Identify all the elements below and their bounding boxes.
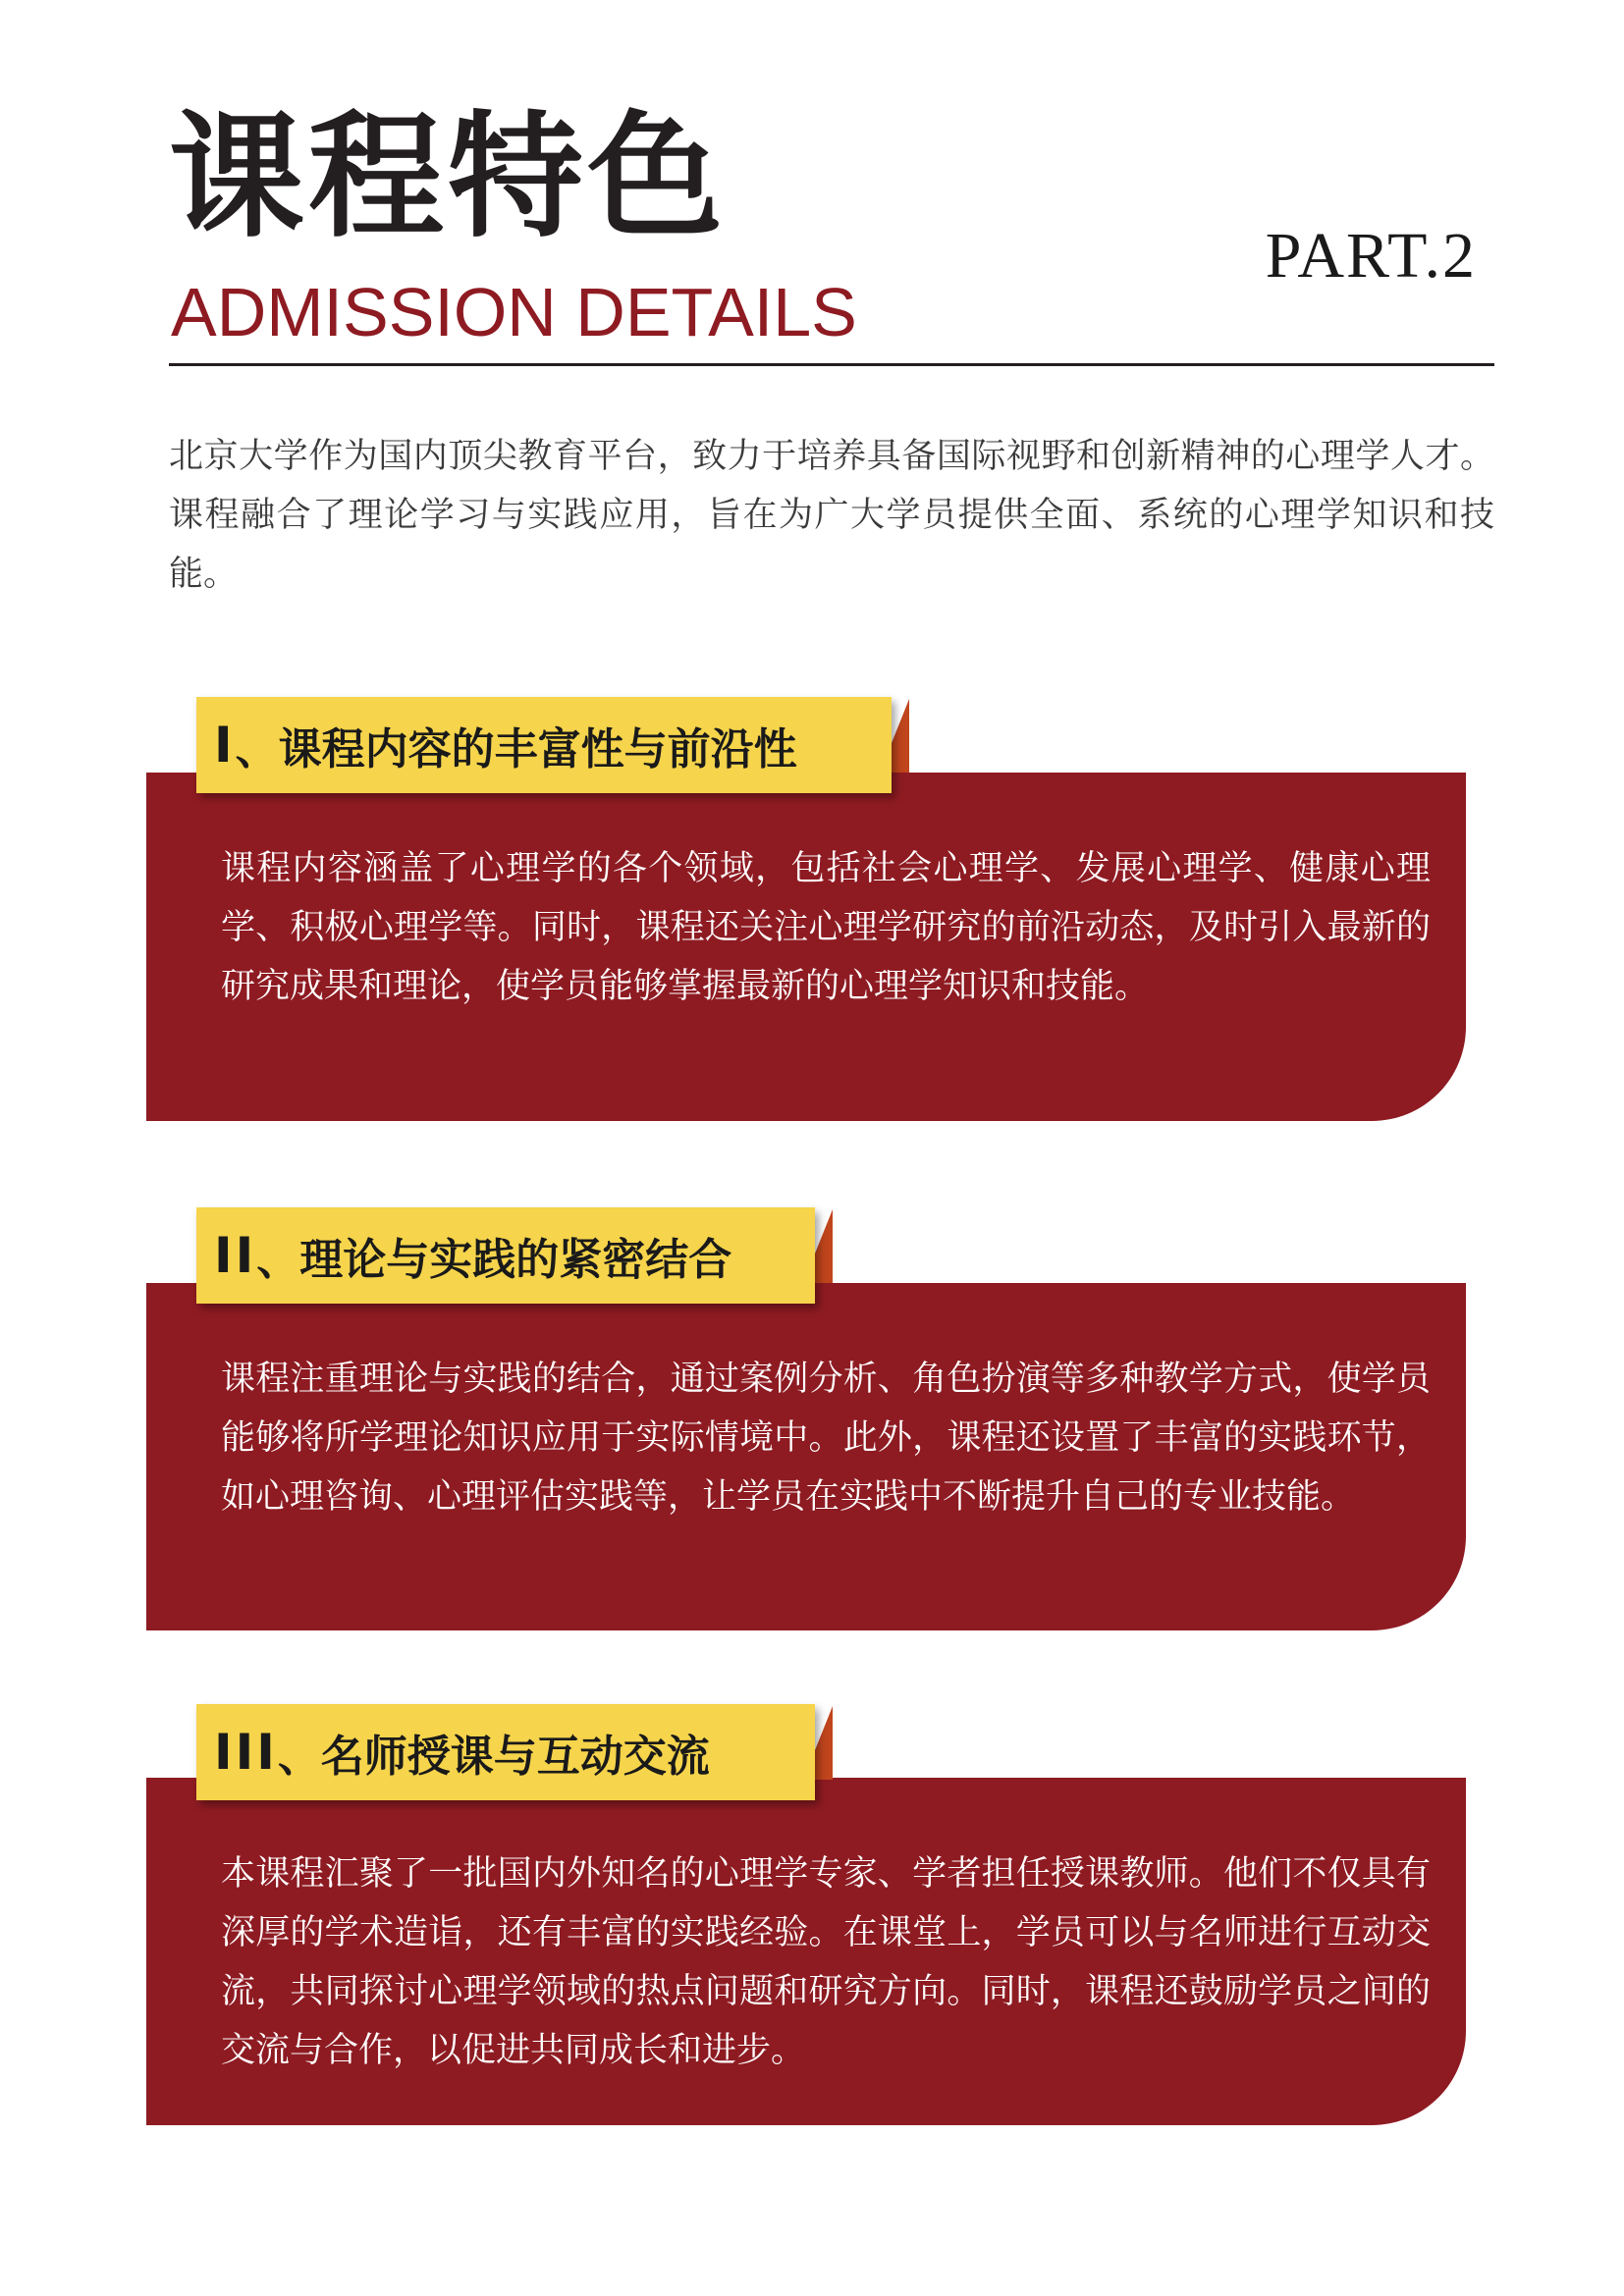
section-card-2 xyxy=(146,1283,1466,1630)
section-heading-2 xyxy=(196,1207,815,1304)
header-divider xyxy=(169,363,1494,366)
section-card-1 xyxy=(146,773,1466,1121)
section-numeral-2: II xyxy=(214,1227,257,1284)
section-numeral-3: III xyxy=(214,1724,278,1781)
section-body-2: 课程注重理论与实践的结合，通过案例分析、角色扮演等多种教学方式，使学员能够将所学理论知识应用于实际情境中。此外，课程还设置了丰富的实践环节，如心理咨询、心理评估实践等，让学员在实践中不断提升自己的专业技能。 xyxy=(221,1360,1431,1517)
section-body-1: 课程内容涵盖了心理学的各个领域，包括社会心理学、发展心理学、健康心理学、积极心理学等。同时，课程还关注心理学研究的前沿动态，及时引入最新的研究成果和理论，使学员能够掌握最新的心理学知识和技能。 xyxy=(221,849,1431,1006)
section-heading-1 xyxy=(196,697,892,793)
page-title: 课程特色 xyxy=(169,98,728,256)
section-title-1: 、课程内容的丰富性与前沿性 xyxy=(235,724,797,774)
section-title-2: 、理论与实践的紧密结合 xyxy=(256,1235,732,1285)
section-numeral-1: I xyxy=(214,717,236,774)
section-heading-3 xyxy=(196,1704,815,1800)
section-card-3 xyxy=(146,1778,1466,2125)
section-title-3: 、名师授课与互动交流 xyxy=(277,1732,710,1782)
intro-paragraph: 北京大学作为国内顶尖教育平台，致力于培养具备国际视野和创新精神的心理学人才。课程融合了理论学习与实践应用，旨在为广大学员提供全面、系统的心理学知识和技能。 xyxy=(169,437,1494,594)
section-body-3: 本课程汇聚了一批国内外知名的心理学专家、学者担任授课教师。他们不仅具有深厚的学术造诣，还有丰富的实践经验。在课堂上，学员可以与名师进行互动交流，共同探讨心理学领域的热点问题和研究方向。同时，课程还鼓励学员之间的交流与合作，以促进共同成长和进步。 xyxy=(221,1854,1431,2070)
part-label: PART.2 xyxy=(1265,220,1477,292)
page-subtitle: ADMISSION DETAILS xyxy=(171,274,857,350)
